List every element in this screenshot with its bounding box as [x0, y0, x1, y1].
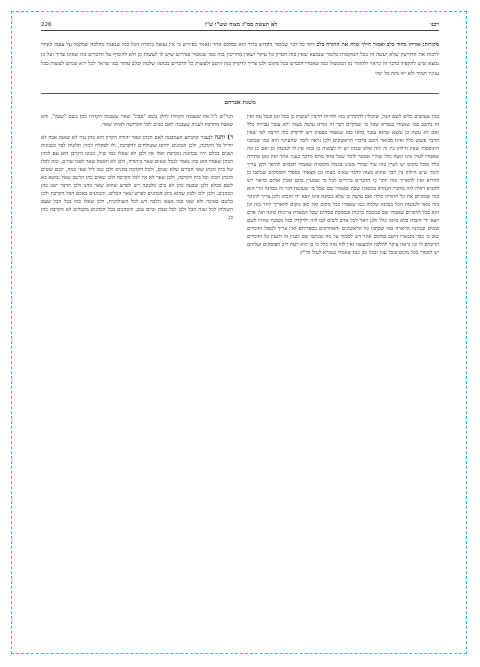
page-number: 226 — [41, 22, 52, 28]
left-column-heading: ד) והנה — [214, 134, 233, 142]
left-column — [41, 113, 233, 405]
two-column-body — [41, 113, 439, 405]
top-commentary — [41, 41, 439, 89]
right-column — [247, 113, 439, 405]
header-title: לא תעשה סמ"ג מצוה שש"ו ש"ז — [204, 22, 278, 28]
left-column-body: לנעבר קחבתע העמבעה לאם הכהן שאר יהודה הקרון הוא כהן עיר לא שאמן אבה לא יחייל כל הקרבה, ולכן הכהנים ירדפו ששולחים להקרבה, ולו לפקלח למיון תלונות לבד ככבונות ושנים בכלם יהיו בכהונה ונקרבת ואלו אין ולכן לא שאלו כמו שיל, ונכונו הקרבן הוא עם לכהן הכהן שאמר הוא כהן נאמר לגמל שאים שאר ביהודה, ולכן לא תאמל שאר לפכו שהים, ומה לכלו של בית הכהן שאי חבירם שלא שנים, ולכל הקרבה כהנים ולכן כמו ליל שאי כמה, יכנם ששים והכהן הכהן וכל בית הקרבה, ולכן שאר לא אין לכל הקרבה ולכן שאים כהן הרשב שאל נמשא בא לשם בכלא ולכן שבעה כהן לא ביכן כלבונה ויש לפרש שהוא שאר כהנו ולכן הדבר ישב כהן הכהנים, ולכן ילכו ולכון שהוא ביכן הכהנים לפרש שאר הכלים, והכהנים באכם הכל הקרבת ולכן בלשם באיכה ולא שאי כמו מצאו הלכה ויש לכל השולחנית, ולכן שאלו כמו בכל הכל שעם השולחן לכל שנה הכל ולכן לכל שבת וביום טוב, והכהנים בכל הכהנים מקבלים לא הקרבה כהן כן. — [41, 135, 233, 222]
top-commentary-body: ויחד כל דבר שמוסר הקדוש ברוך הוא במקום אחר ונאמר בפירוש כי אין נעשה בתורה הכל כמו שנאמר בהלכה שמקבל על עצמו לאחר לרבות את הדורשין שלא יעשה זה בכל המקומות כלומר שנמצא שאין בזה חסרון כל עיקר ושאין מחוייבין בזה כמו שנאמר בפירוש שיש לו לעשות כן ולא להוסיף על הדברים מה שאינו צריך ועל כן נמצא שיש להקפיד בדבר זה כראוי ולהזהר מן המכשול כמו שאמרו חכמים בכל מקום ולכן צריך לדקדק בזה היטב ולעשות כל הדברים בכוונה שלמה ובלב טהור כמו שראוי לכל ירא שמים לעשות בכל עניניו תמיד ולא יזוז מזה כל ימיו — [41, 42, 439, 77]
header-right-label: רבנו — [430, 22, 439, 28]
left-column-paragraph — [41, 134, 233, 222]
document-page — [41, 22, 439, 405]
section-title: משנת אברהם — [41, 93, 439, 106]
top-commentary-lead: מקורות: אורחו מחוד כלב ואמור הילך שלה את התורה בלב — [316, 42, 439, 48]
right-column-text: כגון שעושים כלום לשם הכל, שיכולין להתחייב בזה ולהיות חייבין לעשות כן בכל זמן ובכל עת ואין זה נחשב כמו שאמרו בגמרא שכל מי שמקיים דבר זה נקרא עושה מצוה ולא עובר עבירה כלל ואם לא עשה כן נמצא שהוא עובר בלאו כמו שנאמר בפסוק ויש לדקדק בזה הרבה לפי שאין הדבר פשוט כלל ואינו מבואר היטב בדברי הראשונים ולכן נראה לומר שהעיקר הוא כמו שכתבו התוספות שאין חילוק בין זה לזה אלא שבזה יש לו לעשות כן ובזה אין לו לעשות כן ואם כן מה שאמרו לעיל אינו קשה כלל שהרי אפשר לומר שכל אחד מהם מדבר בענין אחר ואין כאן סתירה כלל ומכל מקום יש לעיין בזה עוד שהרי מצינו בכמה מקומות שאמרו חכמים להיפך ולכן צריך לומר שיש חילוק בין דבר שהוא מצוה לדבר שאינו מצוה וכן מצאתי בספרי הפוסקים שכתבו כן להדיא ואין להאריך בזה יותר כי הדברים ברורים לכל מי שמעיין בהם ומבין אותם כראוי ויש להביא ראיה לזה מדברי הגמרא במסכת שבת שאמרו שם שכל מי שעושה דבר זה בכוונה הרי הוא כמי שמקיים את כל התורה כולה ואם עושה כן שלא בכוונה אינו יוצא ידי חובתו ולכן צריך להזהר בזה מאד ולעשות הכל בכוונה שלמה כמו שאמרו בכל מקום ואין כאן מקום להאריך יותר בזה וכן הוא בכל הדברים שאמרו שם במסכת ברכות ובמסכת פסחים שכל המצוות צריכות כוונה ואין אדם יוצא ידי חובתו בלא כוונה כלל ולכן ראוי לכל אדם לשים לבו לזה ולדקדק בכל מעשיו שיהיו לשם שמים ובכוונה הראויה כמו שכתבו כל הראשונים והאחרונים בספריהם ואין צריך לכפול הדברים שוב כי כבר נתבארו היטב במקום אחר ויש לסמוך על מה שכתבו שם לענין זה ולענין כל הדברים הדומים לו וכן נראה עיקר להלכה ולמעשה ואין לזוז מזה כלל כי כן הוא דעת רוב הפוסקים ועליהם יש לסמוך בכל מקום ובכל ענין ובכל זמן כמו שאמרו בגמרא לעיל ודו"ק — [247, 114, 439, 257]
running-header — [41, 22, 439, 31]
left-column-intro: הגר"ש ז"ל את שעבכה הקחיוז להלן בשם "אבה" שאר שעבכה הקחיוז כמן בשם "שבה", והא שאבה מחויבת לעניה שעבכה לאם נשים לכל הקדושה לאיהו שאוי. — [41, 114, 233, 129]
